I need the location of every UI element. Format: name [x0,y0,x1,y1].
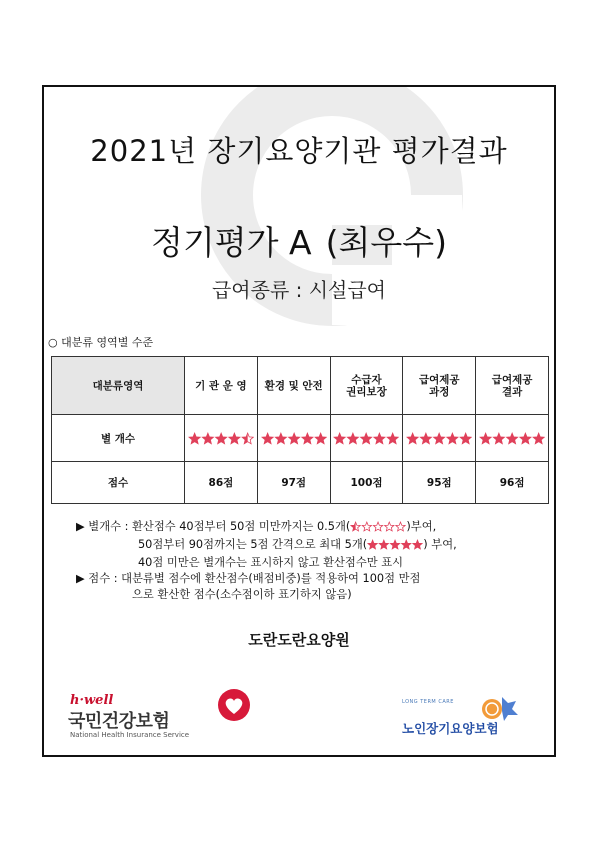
ltc-name: 노인장기요양보험 [402,721,499,736]
column-header-text: 급여제공 [491,373,533,386]
note-text: ) 부여, [423,538,457,551]
star-rating [403,415,476,462]
column-header-text: 급여제공 [419,373,460,386]
column-header [403,357,476,415]
star-icon [520,433,531,444]
score-cell: 97점 [257,462,330,504]
star-icon [434,433,445,444]
star-icon [301,433,312,444]
nhis-brand: h·well [70,693,114,708]
note-line: 40점 미만은 별개수는 표시하지 않고 환산점수만 표시 [138,556,404,569]
ltc-insurance-logo [396,697,526,741]
note-line: ▶ 점수 : 대분류별 점수에 환산점수(배점비중)를 적용하여 100점 만점 [76,572,421,585]
star-icon [315,433,326,444]
section-label: ○ 대분류 영역별 수준 [48,336,154,349]
nhis-english-name: National Health Insurance Service [70,731,190,739]
note-text: )부여, [406,520,437,533]
evaluation-grade [44,217,554,264]
note-line [76,537,536,555]
column-header [476,357,549,415]
star-icon [460,433,471,444]
table-header-row [52,357,549,415]
star-icon [334,433,345,444]
star-icon [262,433,273,444]
certificate-frame [42,85,556,757]
star-icon [385,522,394,531]
nhis-name: 국민건강보험 [68,711,170,732]
column-header [185,357,258,415]
star-icon [361,433,372,444]
star-icon [189,433,200,444]
column-header-text: 과정 [429,385,450,398]
star-rating [257,415,330,462]
full-star-example [367,539,423,555]
service-type: 급여종류 : 시설급여 [211,278,386,302]
star-icon [288,433,299,444]
star-icon [368,540,377,549]
watermark-logo-icon [182,85,482,345]
grade-note: (최우수) [325,223,447,262]
star-icon [420,433,431,444]
column-header-text: 수급자 [351,373,382,386]
score-row [52,462,549,504]
score-cell: 95점 [403,462,476,504]
star-icon [379,540,388,549]
score-cell: 96점 [476,462,549,504]
star-rating [476,415,549,462]
star-row [52,415,549,462]
grade-label: 정기평가 A [151,223,312,262]
star-icon [480,433,491,444]
column-header [330,357,403,415]
star-icon [374,522,383,531]
score-cell: 86점 [185,462,258,504]
heart-icon [216,687,252,723]
star-icon [402,540,411,549]
score-table [51,356,549,504]
ltc-small-text: LONG TERM CARE [402,699,454,705]
score-row-label: 점수 [52,462,185,504]
star-row-label: 별 개수 [52,415,185,462]
star-icon [215,433,226,444]
star-icon [374,433,385,444]
nhis-logo [66,693,256,743]
star-icon [387,433,398,444]
rating-notes [76,519,536,603]
star-icon [391,540,400,549]
star-icon [275,433,286,444]
star-icon [229,433,240,444]
star-icon [407,433,418,444]
column-header-text: 결과 [501,385,523,398]
facility-name: 도란도란요양원 [248,631,350,649]
column-header [257,357,330,415]
star-icon [533,433,544,444]
note-text: 50점부터 90점까지는 5점 간격으로 최대 5개( [138,538,368,551]
star-icon [506,433,517,444]
score-cell: 100점 [330,462,403,504]
note-line [76,519,536,537]
column-header-text: 환경 및 안전 [264,379,323,392]
star-icon [348,433,359,444]
star-icon [413,540,422,549]
star-rating [330,415,403,462]
column-header-text: 권리보장 [346,385,387,398]
star-rating [185,415,258,462]
corner-header: 대분류영역 [52,357,185,415]
star-icon [362,522,371,531]
star-icon [202,433,213,444]
page-title: 2021년 장기요양기관 평가결과 [90,134,508,168]
note-text: ▶ 별개수 : 환산점수 40점부터 50점 미만까지는 0.5개( [76,520,351,533]
note-line: 으로 환산한 점수(소수점이하 표기하지 않음) [132,588,352,601]
column-header-text: 기 관 운 영 [195,379,247,392]
ltc-emblem-icon [474,691,522,723]
half-star-example [350,521,406,537]
star-icon [493,433,504,444]
star-icon [447,433,458,444]
star-icon [396,522,405,531]
